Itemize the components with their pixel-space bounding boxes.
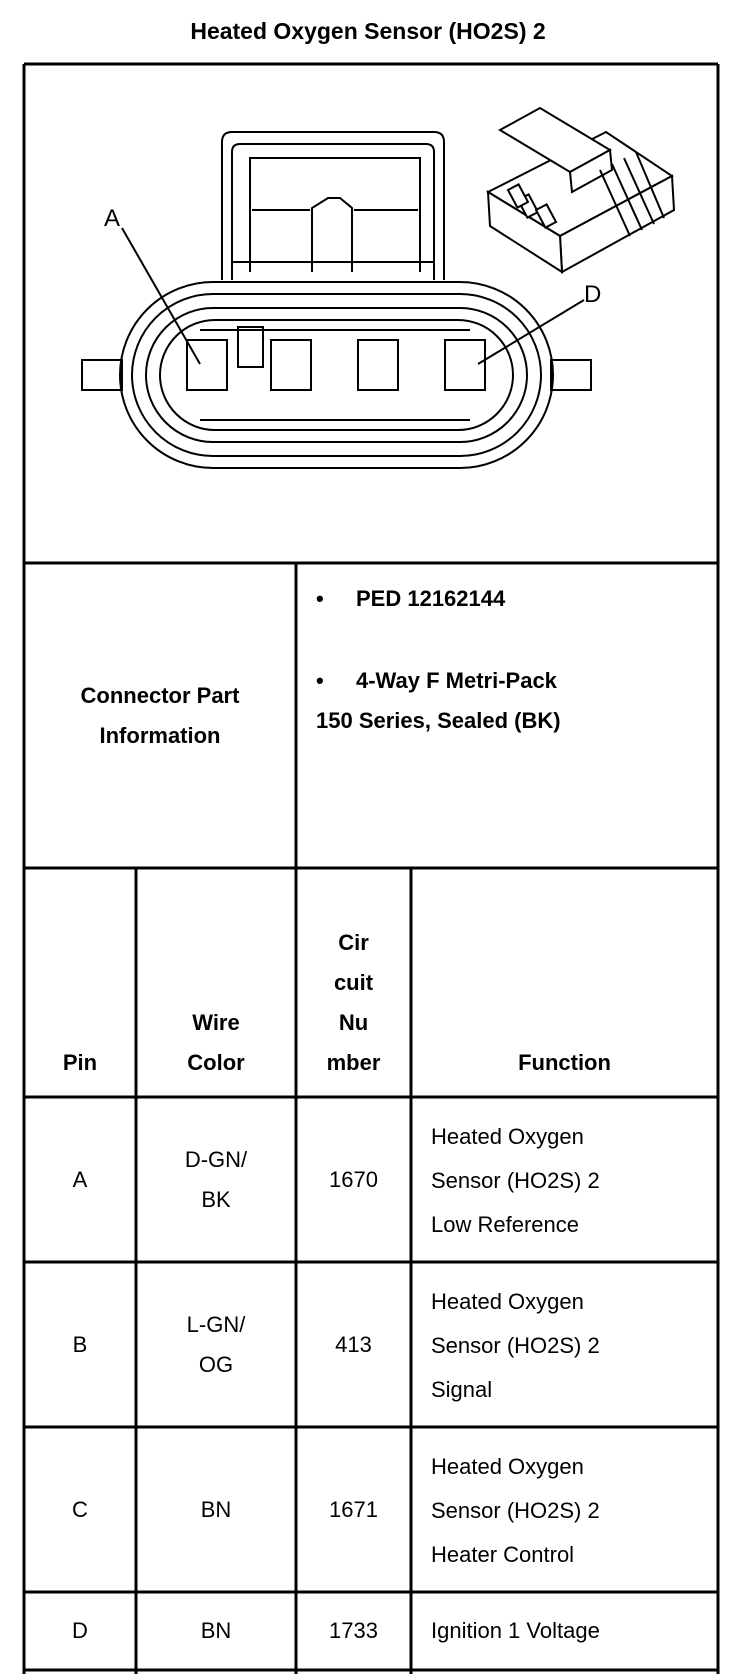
latch-slot (312, 198, 352, 272)
connector-body-inner (146, 308, 527, 442)
pin-label-a: A (104, 205, 121, 232)
row-d-function: Ignition 1 Voltage (431, 1618, 600, 1643)
row-d-color: BN (200, 1618, 232, 1643)
row-c-color: BN (200, 1496, 232, 1522)
row-b-circuit: 413 (335, 1331, 372, 1357)
row-c-pin: C (72, 1496, 88, 1522)
bullet-icon: • (316, 586, 324, 611)
part-number: PED 12162144 (356, 586, 506, 611)
connector-type-line2: 150 Series, Sealed (BK) (316, 708, 561, 733)
connector-body-mid (132, 294, 541, 456)
side-tab-right (551, 360, 591, 390)
header-wire-color: Wire Color (187, 1010, 245, 1075)
connector-type-item (316, 661, 716, 701)
terminal-cavity-c (358, 340, 398, 390)
row-c-circuit: 1671 (329, 1496, 378, 1522)
row-a-color: D-GN/ BK (184, 1146, 248, 1212)
leader-line-a (122, 228, 200, 364)
connector-body-outer (120, 282, 553, 468)
latch-tab-left (250, 158, 420, 272)
header-pin: Pin (62, 1050, 98, 1075)
row-d-circuit: 1733 (329, 1618, 378, 1643)
terminal-cavity-b (271, 340, 311, 390)
header-circuit-number: Cir cuit Nu mber (326, 930, 381, 1075)
bullet-icon: • (316, 668, 324, 693)
row-a-pin: A (72, 1166, 88, 1192)
connector-info-heading-line2: Information (99, 722, 221, 748)
side-tab-left (82, 360, 122, 390)
connector-thumbnail (488, 108, 674, 272)
row-c-function: Heated Oxygen Sensor (HO2S) 2 Heater Control (431, 1454, 600, 1567)
part-number-item (316, 579, 716, 619)
connector-seal (160, 320, 513, 430)
terminal-cavity-d (445, 340, 485, 390)
row-b-pin: B (72, 1331, 88, 1357)
pin-label-d: D (584, 281, 602, 308)
connector-info-heading (26, 565, 294, 866)
connector-face-diagram (0, 0, 736, 563)
header-function: Function (518, 1050, 611, 1075)
connector-key (238, 327, 263, 367)
row-b-function: Heated Oxygen Sensor (HO2S) 2 Signal (431, 1289, 600, 1402)
page-title: Heated Oxygen Sensor (HO2S) 2 (190, 18, 546, 44)
terminal-cavity-a (187, 340, 227, 390)
row-a-circuit: 1670 (329, 1166, 378, 1192)
connector-info-heading-line1: Connector Part (80, 682, 240, 708)
connector-type-line1: 4-Way F Metri-Pack (356, 668, 557, 693)
latch-inner (232, 144, 434, 280)
row-d-pin: D (72, 1618, 88, 1643)
connector-info-details (298, 565, 716, 866)
row-a-function: Heated Oxygen Sensor (HO2S) 2 Low Reference (431, 1124, 600, 1237)
latch-outer (222, 132, 444, 280)
row-b-color: L-GN/ OG (186, 1311, 246, 1377)
